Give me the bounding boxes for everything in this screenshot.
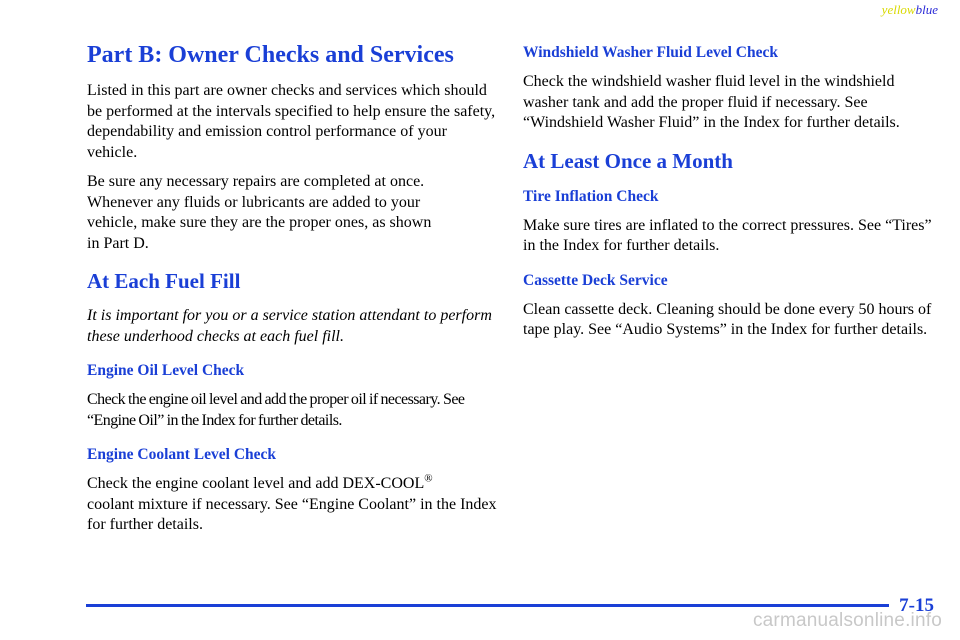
cassette-service-heading: Cassette Deck Service xyxy=(523,271,668,289)
registered-mark: ® xyxy=(424,472,433,485)
corner-tag-yellow: yellow xyxy=(881,2,916,17)
oil-check-body: Check the engine oil level and add the proper oil if necessary. See “Engine Oil” in the Index for further details. xyxy=(87,391,465,429)
cassette-service-body: Clean cassette deck. Cleaning should be done every 50 hours of tape play. See “Audio Systems” in the Index for further details. xyxy=(523,300,932,338)
intro-paragraph-1: Listed in this part are owner checks and services which should be performed at the intervals specified to help ensure the safety, dependability and emission control performance of your vehicle. xyxy=(87,82,496,161)
section-heading-once-a-month: At Least Once a Month xyxy=(523,148,733,173)
tire-check-heading: Tire Inflation Check xyxy=(523,187,659,205)
left-column xyxy=(87,38,497,545)
section-heading-each-fuel-fill: At Each Fuel Fill xyxy=(87,269,241,293)
coolant-body-part-b: coolant mixture if necessary. See “Engine Coolant” in the Index for further details. xyxy=(87,495,497,533)
page-title: Part B: Owner Checks and Services xyxy=(87,42,454,68)
right-column xyxy=(523,42,933,350)
oil-check-heading: Engine Oil Level Check xyxy=(87,362,245,379)
page-number: 7-15 xyxy=(889,595,934,617)
watermark: carmanualsonline.info xyxy=(752,610,942,631)
corner-tag-blue: blue xyxy=(915,2,938,17)
footer-rule xyxy=(86,604,934,607)
coolant-body-part-a: Check the engine coolant level and add DEX‑COOL xyxy=(87,475,425,492)
coolant-check-heading: Engine Coolant Level Check xyxy=(87,446,277,463)
tire-check-body: Make sure tires are inflated to the correct pressures. See “Tires” in the Index for further details. xyxy=(523,216,932,254)
coolant-check-body xyxy=(87,474,497,536)
washer-check-heading: Windshield Washer Fluid Level Check xyxy=(523,44,778,61)
section-intro-fuel-fill: It is important for you or a service station attendant to perform these underhood checks at each fuel fill. xyxy=(87,307,492,345)
intro-paragraph-2: Be sure any necessary repairs are completed at once. Whenever any fluids or lubricants are added to your vehicle, make sure they are the proper ones, as shown in Part D. xyxy=(87,173,432,252)
corner-tag xyxy=(882,2,938,18)
washer-check-body: Check the windshield washer fluid level in the windshield washer tank and add the proper fluid if necessary. See “Windshield Washer Fluid” in the Index for further details. xyxy=(523,73,900,131)
